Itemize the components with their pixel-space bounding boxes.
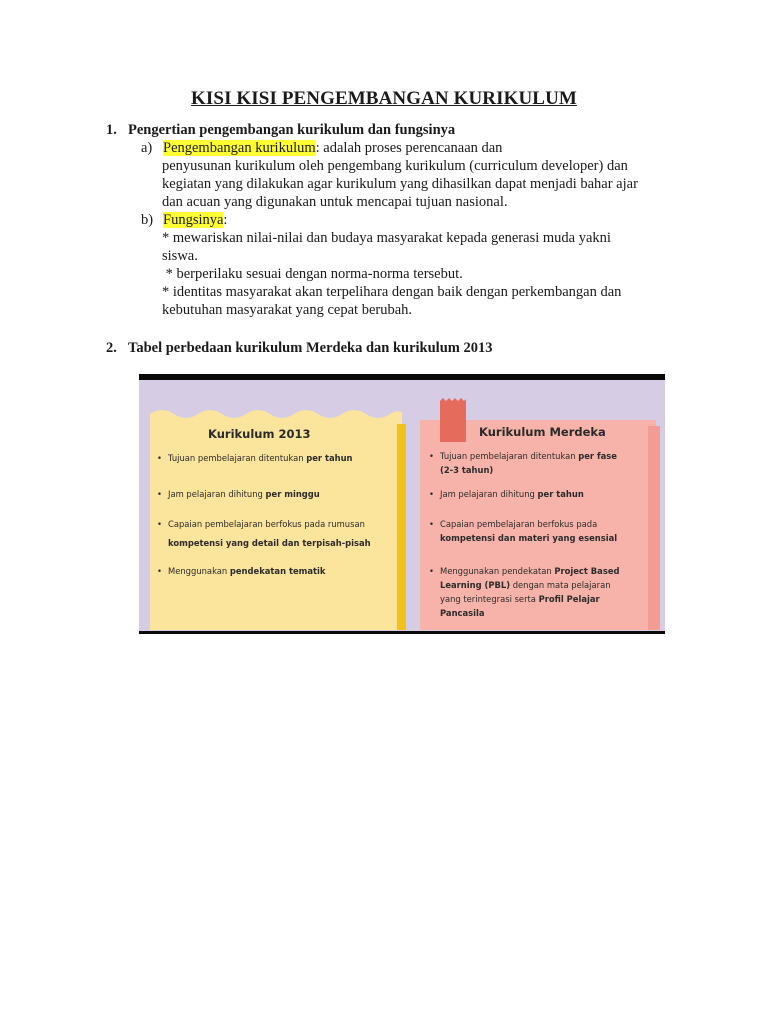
section-2-number: 2. <box>106 340 117 356</box>
item-a-line-2: kegiatan yang dilakukan agar kurikulum yang dihasilkan dapat menjadi bahar ajar <box>162 176 638 192</box>
figure-bottom-border <box>139 631 665 634</box>
bullet-icon: • <box>157 519 162 529</box>
kurikulum-2013-title: Kurikulum 2013 <box>208 427 311 441</box>
km-item-1 <box>429 449 617 477</box>
item-a-first-line: : adalah proses perencanaan dan <box>315 140 503 156</box>
km-item-3-bold: kompetensi dan materi yang esensial <box>440 533 618 543</box>
k13-item-2-bold: per minggu <box>265 489 320 499</box>
item-b-line-2: siswa. <box>162 248 198 264</box>
km-item-1-bold-2: (2-3 tahun) <box>440 465 494 475</box>
item-a-line-1: penyusunan kurikulum oleh pengembang kurikulum (curriculum developer) dan <box>162 158 628 174</box>
km-item-4-bold: Project Based <box>554 566 620 576</box>
item-b-colon: : <box>223 212 228 228</box>
page-title: KISI KISI PENGEMBANGAN KURIKULUM <box>191 88 577 109</box>
section-1-heading <box>106 122 455 139</box>
item-a-label: a) <box>141 140 153 156</box>
k13-item-1-bold: per tahun <box>306 453 353 463</box>
section-2-heading-text: Tabel perbedaan kurikulum Merdeka dan kurikulum 2013 <box>128 340 493 356</box>
km-item-2 <box>429 487 584 501</box>
comparison-figure <box>139 374 665 634</box>
section-1-heading-text: Pengertian pengembangan kurikulum dan fungsinya <box>128 122 456 138</box>
k13-item-2 <box>157 487 320 501</box>
k13-item-4-text: Menggunakan <box>168 566 230 576</box>
km-item-2-text: Jam pelajaran dihitung <box>440 489 538 499</box>
bullet-icon: • <box>429 451 434 461</box>
km-item-2-bold: per tahun <box>537 489 584 499</box>
bullet-icon: • <box>157 566 162 576</box>
figure-top-border <box>139 374 665 380</box>
bullet-icon: • <box>157 453 162 463</box>
item-a-term: Pengembangan kurikulum <box>163 140 316 156</box>
k13-item-1-text: Tujuan pembelajaran ditentukan <box>168 453 307 463</box>
km-item-4-bold-4: Pancasila <box>440 608 485 618</box>
item-b-term: Fungsinya <box>163 212 224 228</box>
k13-item-4 <box>157 564 326 578</box>
km-item-4-bold-3: Profil Pelajar <box>538 594 600 604</box>
bullet-icon: • <box>429 519 434 529</box>
item-a <box>141 140 502 157</box>
bullet-icon: • <box>429 489 434 499</box>
k13-item-4-bold: pendekatan tematik <box>229 566 326 576</box>
k13-item-2-text: Jam pelajaran dihitung <box>168 489 266 499</box>
km-item-3 <box>429 517 618 545</box>
pink-card-side-edge <box>648 426 660 630</box>
km-item-1-bold: per fase <box>578 451 617 461</box>
km-item-1-text: Tujuan pembelajaran ditentukan <box>440 451 579 461</box>
bullet-icon: • <box>429 566 434 576</box>
kurikulum-merdeka-title: Kurikulum Merdeka <box>479 425 606 439</box>
km-item-3-text: Capaian pembelajaran berfokus pada <box>440 519 598 529</box>
km-item-4-mid: dengan mata pelajaran <box>510 580 611 590</box>
km-item-4-bold-2: Learning (PBL) <box>440 580 511 590</box>
bullet-icon: • <box>157 489 162 499</box>
km-item-4-text: Menggunakan pendekatan <box>440 566 555 576</box>
item-b-line-5: kebutuhan masyarakat yang cepat berubah. <box>162 302 413 318</box>
k13-item-3-bold: kompetensi yang detail dan terpisah-pisah <box>168 538 371 548</box>
km-item-4 <box>429 564 620 620</box>
k13-item-3-text: Capaian pembelajaran berfokus pada rumusan <box>168 519 365 529</box>
k13-item-1 <box>157 451 353 465</box>
k13-item-3 <box>157 517 371 550</box>
item-b-line-3: * berperilaku sesuai dengan norma-norma tersebut. <box>162 266 463 282</box>
tape-decoration <box>440 402 466 442</box>
item-b-line-4: * identitas masyarakat akan terpelihara dengan baik dengan perkembangan dan <box>162 284 622 300</box>
yellow-card-side-edge <box>397 424 406 630</box>
item-b <box>141 212 227 229</box>
section-2-heading <box>106 340 492 357</box>
section-1-number: 1. <box>106 122 117 138</box>
item-b-label: b) <box>141 212 154 228</box>
km-item-4-line-3: yang terintegrasi serta <box>440 594 539 604</box>
item-b-line-1: * mewariskan nilai-nilai dan budaya masyarakat kepada generasi muda yakni <box>162 230 611 246</box>
item-a-line-3: dan acuan yang digunakan untuk mencapai tujuan nasional. <box>162 194 508 210</box>
